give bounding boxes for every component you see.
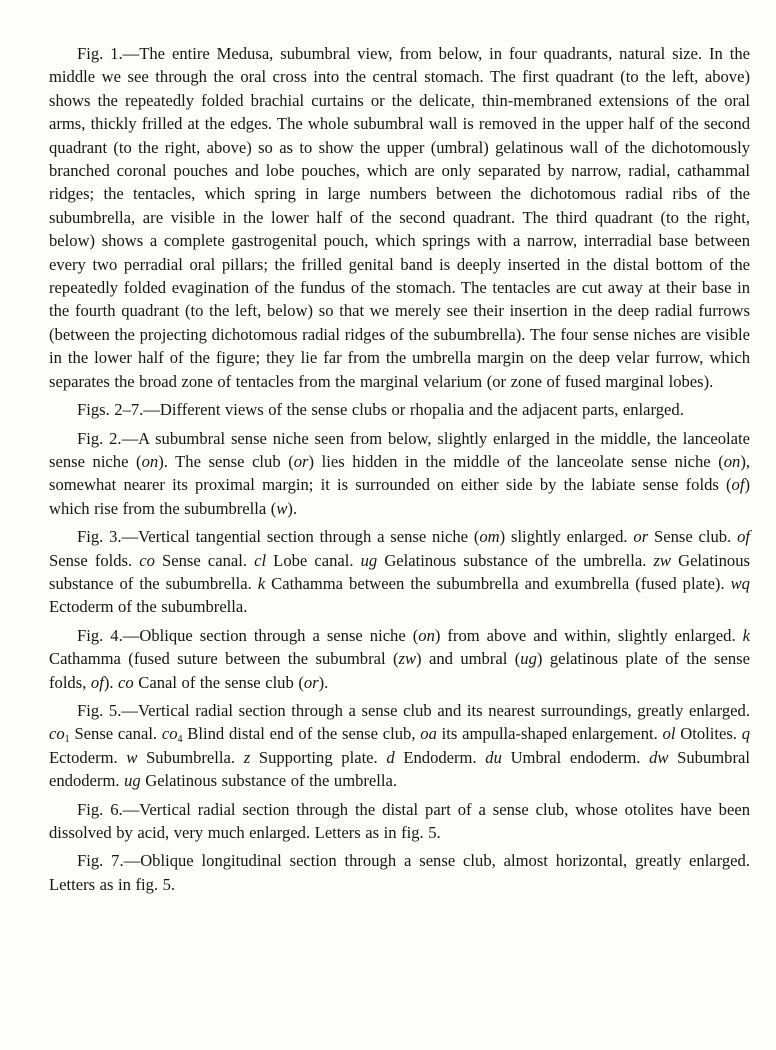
caption-fig-7: Fig. 7.—Oblique longitudinal section through a sense club, almost horizontal, greatly enlarged. Letters as in fig. 5. — [49, 851, 750, 894]
caption-fig-6: Fig. 6.—Vertical radial section through the distal part of a sense club, whose otolites have been dissolved by acid, very much enlarged. Letters as in fig. 5. — [49, 799, 750, 842]
caption-fig-5: Fig. 5.—Vertical radial section through a sense club and its nearest surroundings, greatly enlarged. $co_1$ Sense canal. $co_4$ Blind distal end of the sense club, oa its ampulla-shaped enlargement. ol Otolites. q Ectoderm. w Subumbrella. z Supporting plate. d Endoderm. du Umbral endoderm. dw Subumbral endoderm. ug Gelatinous substance of the umbrella. — [49, 700, 751, 791]
caption-fig-4: Fig. 4.—Oblique section through a sense niche (on) from above and within, slightly enlarged. k Cathamma (fused suture between the subumbral (zw) and umbral (ug) gelatinous plate of the sense folds, of). co Canal of the sense club (or). — [49, 625, 750, 692]
caption-figs-2-7: Figs. 2–7.—Different views of the sense clubs or rhopalia and the adjacent parts, enlarged. — [77, 400, 684, 420]
caption-fig-3: Fig. 3.—Vertical tangential section through a sense niche (om) slightly enlarged. or Sense club. of Sense folds. co Sense canal. cl Lobe canal. ug Gelatinous substance of the umbrella. zw Gelatinous substance of the subumbrella. k Cathamma between the subumbrella and exumbrella (fused plate). wq Ectoderm of the subumbrella. — [49, 527, 751, 617]
caption-fig-1: Fig. 1.—The entire Medusa, subumbral view, from below, in four quadrants, natural size. In the middle we see through the oral cross into the central stomach. The first quadrant (to the left, above) shows the repeatedly folded brachial curtains or the delicate, thin-membraned extensions of the oral arms, thickly frilled at the edges. The whole subumbral wall is removed in the upper half of the second quadrant (to the right, above) so as to show the upper (umbral) gelatinous wall of the dichotomously branched coronal pouches and lobe pouches, which are only separated by narrow, radial, cathammal ridges; the tentacles, which spring in large numbers between the dichotomous radial ribs of the subumbrella, are visible in the lower half of the second quadrant. The third quadrant (to the right, below) shows a complete gastrogenital pouch, which springs with a narrow, interradial base between every two perradial oral pillars; the frilled genital band is deeply inserted in the distal bottom of the repeatedly folded evagination of the fundus of the stomach. The tentacles are cut away at their base in the fourth quadrant (to the left, below) so that we merely see their insertion in the deep radial furrows (between the projecting dichotomous radial ridges of the subumbrella). The four sense niches are visible in the lower half of the figure; they lie far from the umbrella margin on the deep velar furrow, which separates the broad zone of tentacles from the marginal velarium (or zone of fused marginal lobes). — [49, 44, 750, 391]
caption-fig-2: Fig. 2.—A subumbral sense niche seen from below, slightly enlarged in the middle, the lanceolate sense niche (on). The sense club (or) lies hidden in the middle of the lanceolate sense niche (on), somewhat nearer its proximal margin; it is surrounded on either side by the labiate sense folds (of) which rise from the subumbrella (w). — [49, 428, 751, 518]
